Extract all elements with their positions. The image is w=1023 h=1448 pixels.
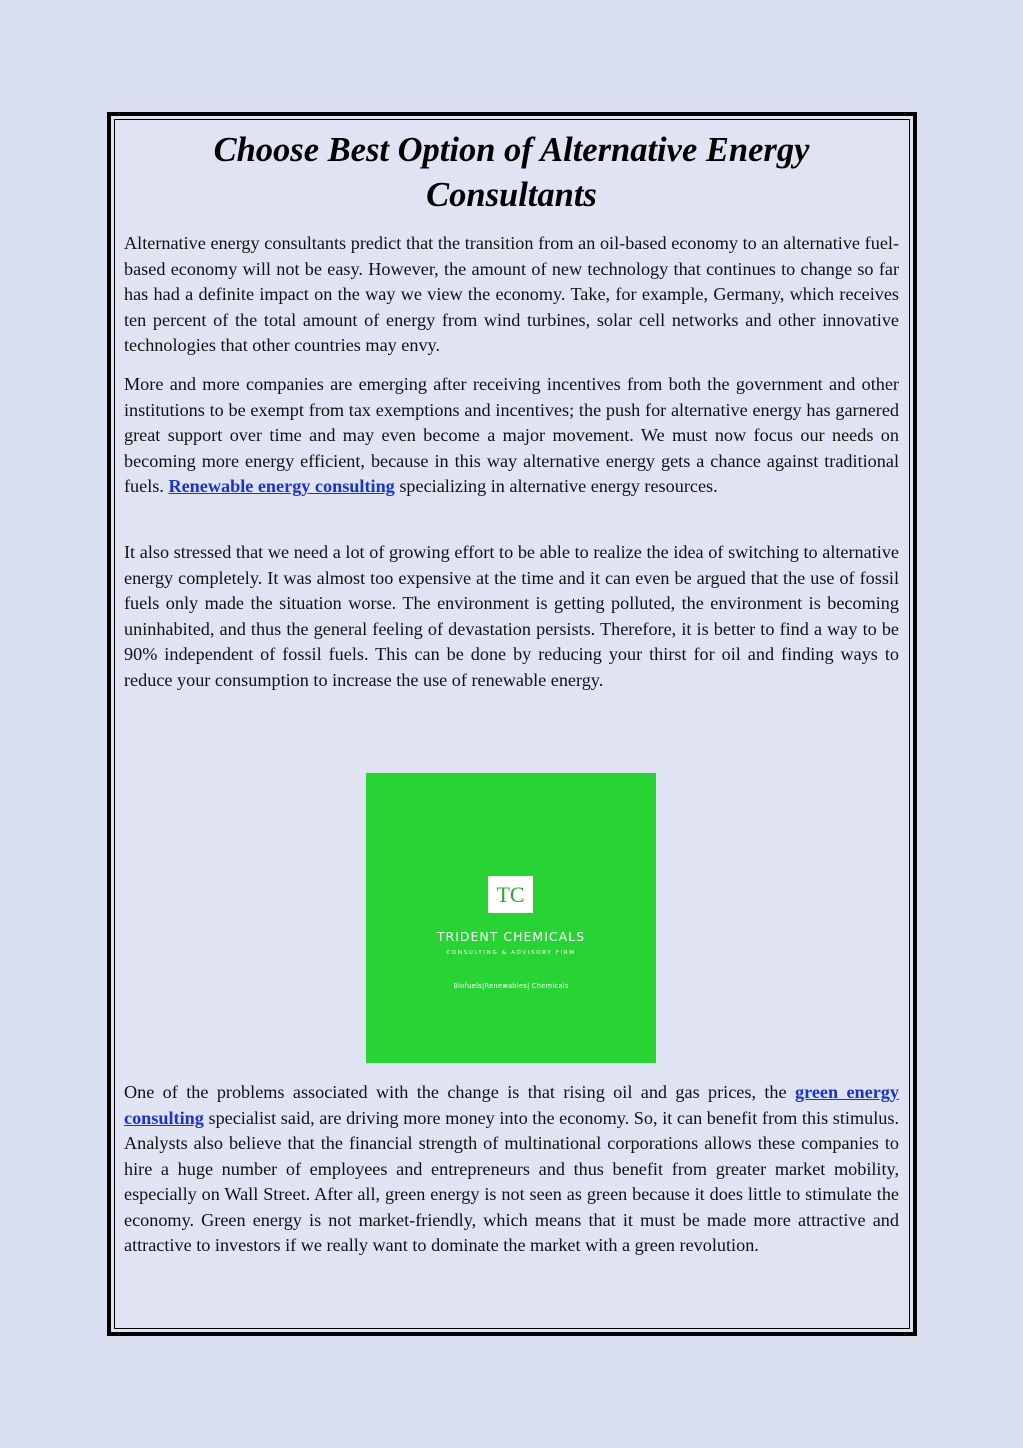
- page-title: Choose Best Option of Alternative Energy Consultants: [213, 131, 810, 214]
- paragraph-problems: [124, 1080, 899, 1259]
- renewable-energy-consulting-link[interactable]: Renewable energy consulting: [168, 476, 395, 496]
- paragraph-problems-text-end: specialist said, are driving more money into the economy. So, it can benefit from this stimulus. Analysts also believe that the financial strength of multinational corporations allows these companies to hire a huge number of employees and entrepreneurs and thus benefit from greater market mobility, especially on Wall Street. After all, green energy is not seen as green because it does little to stimulate the economy. Green energy is not market-friendly, which means that it must be made more attractive and attractive to investors if we really want to dominate the market with a green revolution.: [124, 1107, 899, 1255]
- paragraph-effort: It also stressed that we need a lot of growing effort to be able to realize the idea of switching to alternative energy completely. It was almost too expensive at the time and it can even be argued that the use of fossil fuels only made the situation worse. The environment is getting polluted, the environment is becoming uninhabited, and thus the general feeling of devastation persists. Therefore, it is better to find a way to be 90% independent of fossil fuels. This can be done by reducing your thirst for oil and finding ways to reduce your consumption to increase the use of renewable energy.: [124, 542, 899, 690]
- paragraph-intro: Alternative energy consultants predict that the transition from an oil-based economy to an alternative fuel-based economy will not be easy. However, the amount of new technology that continues to change so far has had a definite impact on the way we view the economy. Take, for example, Germany, which receives ten percent of the total amount of energy from wind turbines, solar cell networks and other innovative technologies that other countries may envy.: [124, 233, 899, 355]
- paragraph-companies: [124, 372, 899, 500]
- paragraph-companies-text: More and more companies are emerging after receiving incentives from both the government and other institutions to be exempt from tax exemptions and incentives; the push for alternative energy has garnered great support over time and may even become a major movement. We must now focus our needs on becoming more energy efficient, because in this way alternative energy gets a chance against traditional fuels.: [124, 374, 899, 496]
- logo-company-name: TRIDENT CHEMICALS: [436, 929, 586, 944]
- trident-chemicals-logo-image: [366, 773, 656, 1063]
- logo-tags: Biofuels|Renewables| Chemicals: [453, 982, 569, 990]
- green-energy-consulting-link[interactable]: green energy consulting: [124, 1082, 899, 1128]
- paragraph-companies-text-end: specializing in alternative energy resources.: [394, 476, 718, 496]
- logo-mark: TC: [488, 876, 533, 913]
- paragraph-problems-text: One of the problems associated with the change is that rising oil and gas prices, the: [124, 1082, 795, 1102]
- logo-subtitle: CONSULTING & ADVISORY FIRM: [446, 950, 576, 956]
